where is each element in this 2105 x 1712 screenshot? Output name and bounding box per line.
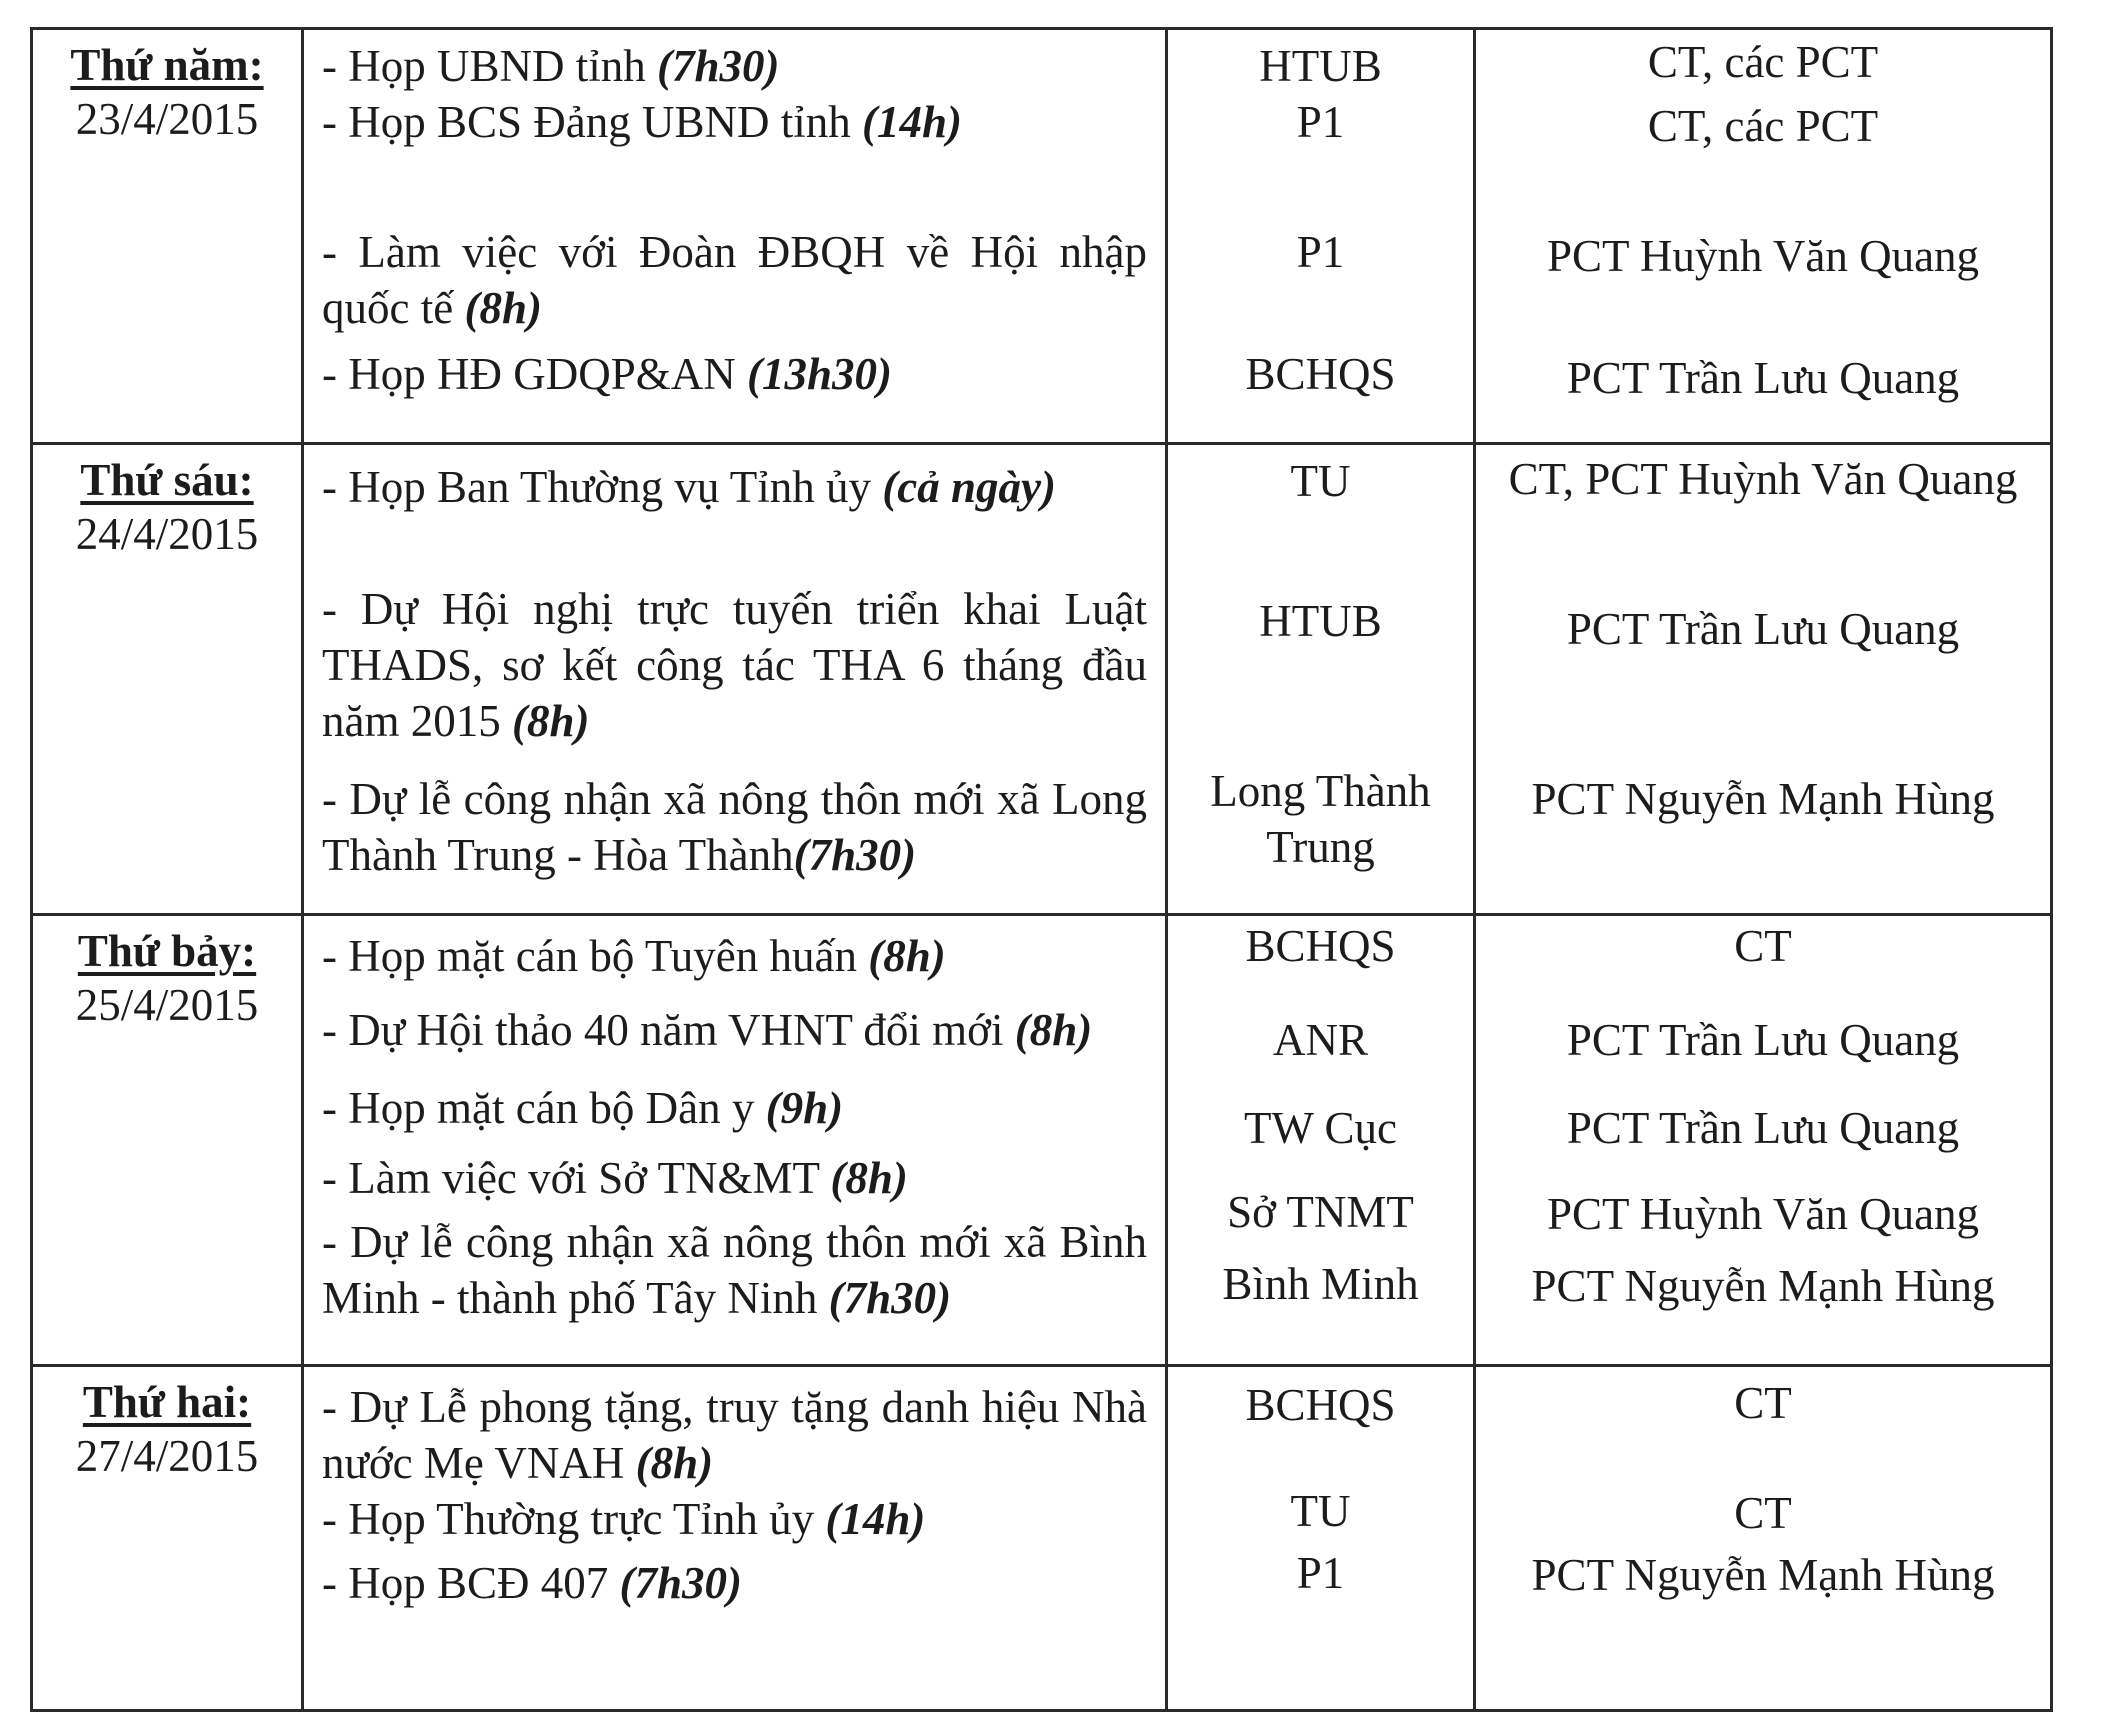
owner-item: CT: [1734, 1488, 1792, 1538]
activity-time: (8h): [635, 1438, 714, 1488]
activity-time: (13h30): [747, 349, 892, 399]
owner-item: PCT Nguyễn Mạnh Hùng: [1531, 774, 1995, 824]
location-cell: [1167, 29, 1475, 444]
owner-cell: [1475, 915, 2052, 1366]
activity-time: (8h): [830, 1153, 908, 1203]
activity-item: - Dự Hội nghị trực tuyến triển khai Luật THADS, sơ kết công tác THA 6 tháng đầu năm 2015 (8h): [322, 584, 1147, 746]
owner-item: PCT Trần Lưu Quang: [1566, 353, 1960, 403]
day-date: 25/4/2015: [75, 980, 259, 1030]
activity-cell: [303, 1366, 1167, 1711]
owner-item: CT: [1734, 1378, 1792, 1428]
location-cell: [1167, 915, 1475, 1366]
activity-time: (8h): [464, 283, 542, 333]
activity-time: (8h): [511, 696, 590, 746]
day-name: Thứ sáu:: [80, 455, 254, 505]
day-row: [32, 915, 2052, 1366]
day-row: [32, 29, 2052, 444]
owner-item: PCT Nguyễn Mạnh Hùng: [1531, 1261, 1995, 1311]
activity-cell: [303, 444, 1167, 915]
day-cell: [32, 29, 303, 444]
day-cell: [32, 444, 303, 915]
activity-item: - Họp mặt cán bộ Tuyên huấn (8h): [322, 931, 946, 981]
location-item: TU: [1290, 456, 1351, 506]
day-row: [32, 1366, 2052, 1711]
activity-time: (7h30): [657, 41, 780, 91]
location-item: TW Cục: [1244, 1103, 1397, 1153]
location-item: P1: [1296, 227, 1345, 277]
activity-item: - Họp Ban Thường vụ Tỉnh ủy (cả ngày): [322, 462, 1056, 512]
activity-time: (7h30): [619, 1558, 743, 1608]
day-cell: [32, 1366, 303, 1711]
activity-item: - Họp UBND tỉnh (7h30): [322, 41, 780, 91]
day-row: [32, 444, 2052, 915]
activity-time: (cả ngày): [882, 462, 1056, 512]
day-date: 24/4/2015: [75, 509, 259, 559]
owner-cell: [1475, 444, 2052, 915]
location-cell: [1167, 444, 1475, 915]
activity-time: (14h): [825, 1494, 926, 1544]
location-item: ANR: [1272, 1015, 1368, 1065]
activity-item: - Dự lễ công nhận xã nông thôn mới xã Bình Minh - thành phố Tây Ninh (7h30): [322, 1217, 1147, 1323]
day-cell: [32, 915, 303, 1366]
activity-time: (9h): [765, 1083, 844, 1133]
activity-item: - Họp BCS Đảng UBND tỉnh (14h): [322, 97, 963, 147]
day-name: Thứ hai:: [82, 1377, 252, 1427]
location-item: P1: [1296, 1548, 1345, 1598]
owner-item: PCT Huỳnh Văn Quang: [1546, 1189, 1980, 1239]
location-item: BCHQS: [1245, 349, 1396, 399]
activity-item: - Họp BCĐ 407 (7h30): [322, 1558, 743, 1608]
location-item: HTUB: [1259, 596, 1382, 646]
location-cell: [1167, 1366, 1475, 1711]
activity-time: (8h): [1014, 1005, 1093, 1055]
day-name: Thứ bảy:: [77, 926, 257, 976]
weekly-schedule-table: [30, 27, 2053, 1712]
owner-item: CT: [1734, 921, 1792, 971]
activity-time: (8h): [868, 931, 946, 981]
day-date: 27/4/2015: [75, 1431, 259, 1481]
activity-cell: [303, 29, 1167, 444]
location-item: P1: [1296, 97, 1345, 147]
owner-item: PCT Huỳnh Văn Quang: [1546, 231, 1980, 281]
owner-item: PCT Trần Lưu Quang: [1566, 604, 1960, 654]
activity-time: (7h30): [793, 830, 917, 880]
location-item: Bình Minh: [1222, 1259, 1419, 1309]
day-date: 23/4/2015: [75, 94, 259, 144]
location-item: BCHQS: [1245, 1380, 1396, 1430]
activity-item: - Làm việc với Sở TN&MT (8h): [322, 1153, 908, 1203]
owner-item: CT, các PCT: [1647, 101, 1879, 151]
owner-item: PCT Trần Lưu Quang: [1566, 1015, 1960, 1065]
owner-item: PCT Trần Lưu Quang: [1566, 1103, 1960, 1153]
activity-time: (14h): [862, 97, 963, 147]
activity-item: - Họp mặt cán bộ Dân y (9h): [322, 1083, 844, 1133]
activity-item: - Dự Hội thảo 40 năm VHNT đổi mới (8h): [322, 1005, 1093, 1055]
location-item: Sở TNMT: [1227, 1187, 1414, 1237]
location-item: TU: [1290, 1486, 1351, 1536]
owner-item: PCT Nguyễn Mạnh Hùng: [1531, 1550, 1995, 1600]
owner-cell: [1475, 29, 2052, 444]
activity-item: - Làm việc với Đoàn ĐBQH về Hội nhập quốc tế (8h): [322, 227, 1147, 333]
day-name: Thứ năm:: [70, 40, 264, 90]
activity-cell: [303, 915, 1167, 1366]
owner-item: CT, PCT Huỳnh Văn Quang: [1508, 454, 2018, 504]
owner-cell: [1475, 1366, 2052, 1711]
location-item: BCHQS: [1245, 921, 1396, 971]
location-item: Long Thành Trung: [1210, 766, 1431, 872]
activity-time: (7h30): [828, 1273, 952, 1323]
activity-item: - Dự lễ công nhận xã nông thôn mới xã Long Thành Trung - Hòa Thành(7h30): [322, 774, 1147, 880]
location-item: HTUB: [1259, 41, 1382, 91]
activity-item: - Họp Thường trực Tỉnh ủy (14h): [322, 1494, 926, 1544]
owner-item: CT, các PCT: [1647, 37, 1879, 87]
activity-item: - Dự Lễ phong tặng, truy tặng danh hiệu Nhà nước Mẹ VNAH (8h): [322, 1382, 1147, 1488]
activity-item: - Họp HĐ GDQP&AN (13h30): [322, 349, 892, 399]
